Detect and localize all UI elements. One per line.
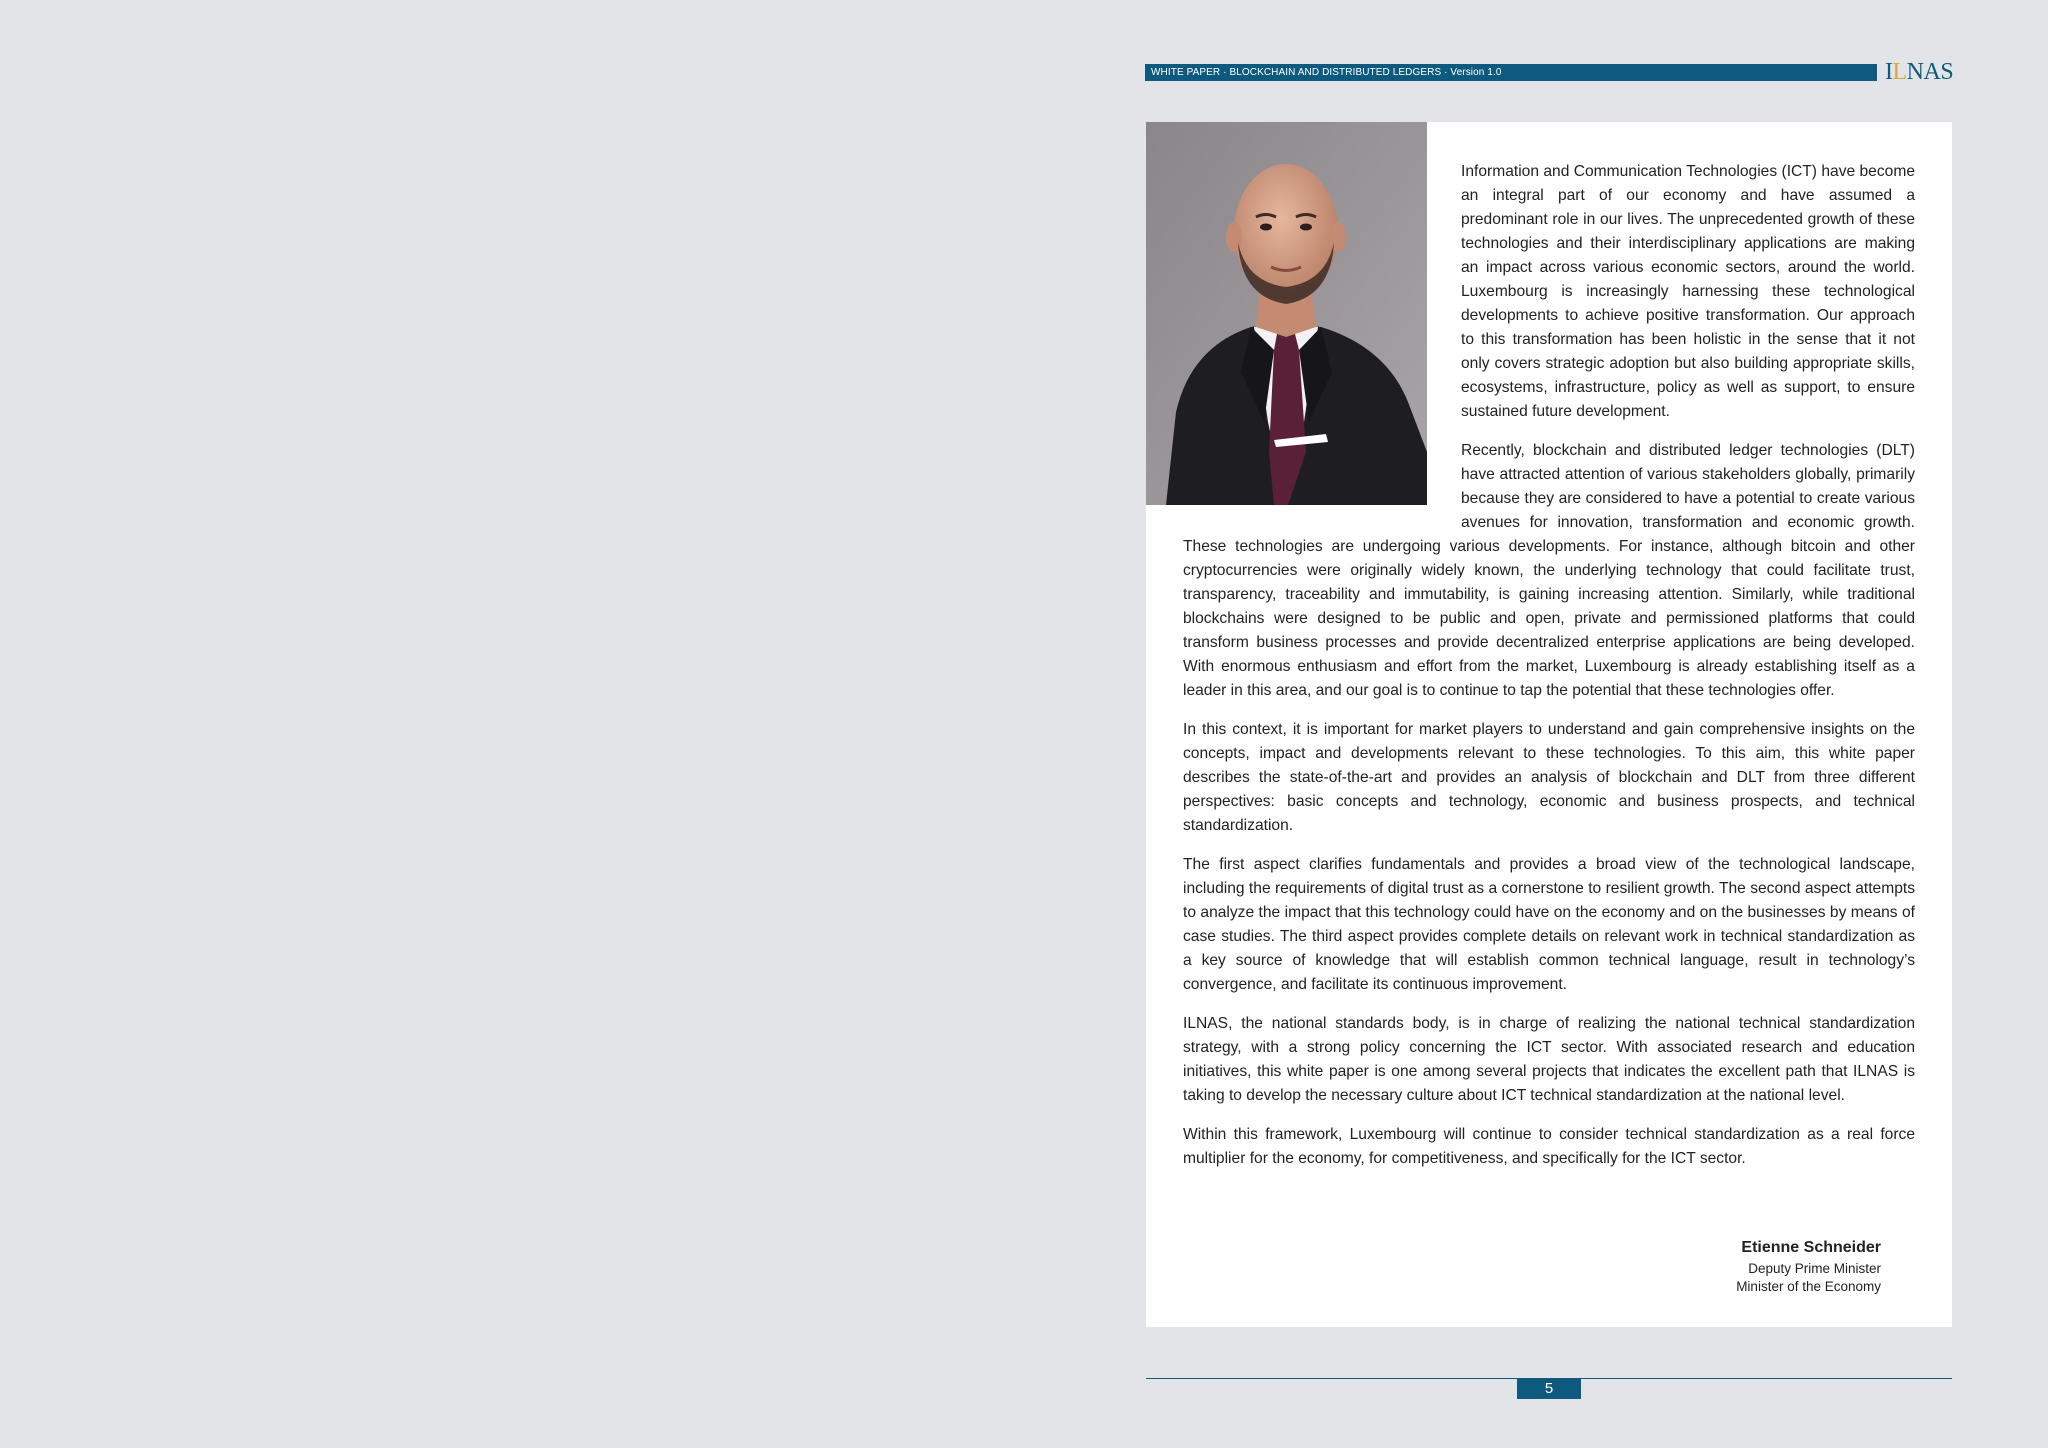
logo-letter-i: I [1885, 59, 1893, 85]
logo-letters-nas: NAS [1906, 59, 1954, 85]
foreword-text [1183, 160, 1915, 1186]
paragraph-2: Recently, blockchain and distributed ledger technologies (DLT) have attracted attention of various stakeholders globally, primarily because they are considered to have a potential to create various avenues for innovation, transformation and economic growth. These technologies are undergoing various developments. For instance, although bitcoin and other cryptocurrencies were originally widely known, the underlying technology that could facilitate trust, transparency, traceability and immutability, is gaining increasing attention. Similarly, while traditional blockchains were designed to be public and open, private and permissioned platforms that could transform business processes and provide decentralized enterprise applications are being developed. With enormous enthusiasm and effort from the market, Luxembourg is already establishing itself as a leader in this area, and our goal is to continue to tap the potential that these technologies offer. [1183, 442, 1915, 699]
paragraph-1: Information and Communication Technologies (ICT) have become an integral part of our economy and have assumed a predominant role in our lives. The unprecedented growth of these technologies and their interdisciplinary applications are making an impact across various economic sectors, around the world. Luxembourg is increasingly harnessing these technological developments to achieve positive transformation. Our approach to this transformation has been holistic in the sense that it not only covers strategic adoption but also building appropriate skills, ecosystems, infrastructure, policy as well as support, to ensure sustained future development. [1461, 163, 1915, 420]
page-content [1146, 122, 1952, 1327]
signature-block [1736, 1236, 1881, 1296]
signatory-title-2: Minister of the Economy [1736, 1279, 1881, 1294]
signatory-title-1: Deputy Prime Minister [1748, 1261, 1881, 1276]
signatory-name: Etienne Schneider [1741, 1239, 1881, 1256]
document-header-title: WHITE PAPER · BLOCKCHAIN AND DISTRIBUTED LEDGERS · Version 1.0 [1145, 64, 1877, 81]
paragraph-4: The first aspect clarifies fundamentals and provides a broad view of the technological landscape, including the requirements of digital trust as a cornerstone to resilient growth. The second aspect attempts to analyze the impact that this technology could have on the economy and on the businesses by means of case studies. The third aspect provides complete details on relevant work in technical standardization as a key source of knowledge that will establish common technical language, result in technology’s convergence, and facilitate its continuous improvement. [1183, 856, 1915, 993]
page-number: 5 [1517, 1378, 1581, 1399]
portrait-wrap-space [1146, 160, 1427, 513]
paragraph-6: Within this framework, Luxembourg will continue to consider technical standardization as a real force multiplier for the economy, for competitiveness, and specifically for the ICT sector. [1183, 1126, 1915, 1167]
ilnas-logo [1885, 58, 1955, 86]
paragraph-5: ILNAS, the national standards body, is in charge of realizing the national technical standardization strategy, with a strong policy concerning the ICT sector. With associated research and education initiatives, this white paper is one among several projects that indicates the excellent path that ILNAS is taking to develop the necessary culture about ICT technical standardization at the national level. [1183, 1015, 1915, 1104]
paragraph-3: In this context, it is important for market players to understand and gain comprehensive insights on the concepts, impact and developments relevant to these technologies. To this aim, this white paper describes the state-of-the-art and provides an analysis of blockchain and DLT from three different perspectives: basic concepts and technology, economic and business prospects, and technical standardization. [1183, 721, 1915, 834]
logo-letter-l: L [1892, 59, 1907, 85]
